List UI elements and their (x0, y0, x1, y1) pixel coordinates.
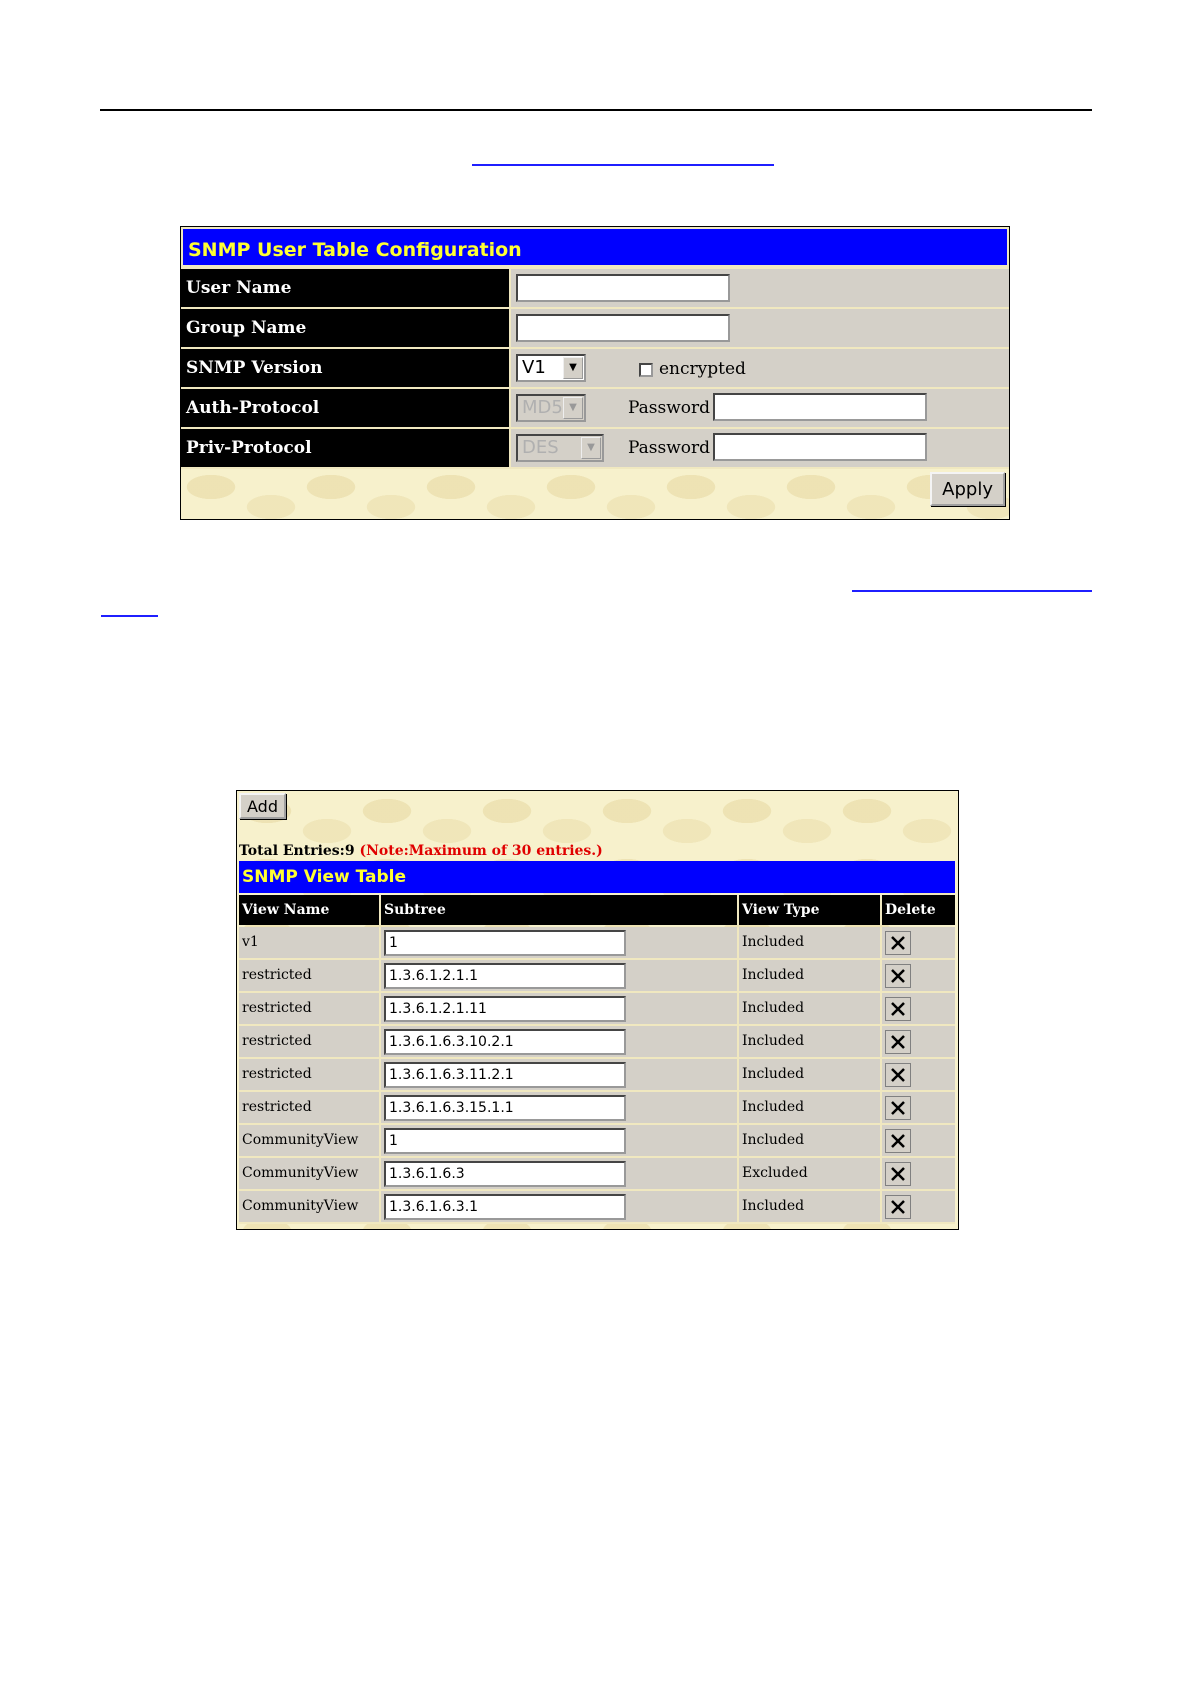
close-icon (890, 1199, 906, 1215)
table-header (239, 895, 955, 925)
view-table-title: SNMP View Table (239, 861, 955, 893)
chevron-down-icon[interactable]: ▼ (581, 437, 601, 459)
subtree-cell (381, 927, 739, 960)
delete-button[interactable] (885, 1030, 911, 1054)
subtree-input[interactable]: 1 (384, 930, 626, 956)
view-type-cell: Included (739, 1026, 882, 1059)
header-view-name: View Name (239, 895, 381, 925)
subtree-input[interactable]: 1.3.6.1.6.3.11.2.1 (384, 1062, 626, 1088)
snmp-version-value: V1 (522, 357, 546, 378)
delete-cell (882, 1158, 955, 1191)
group-name-input[interactable] (516, 314, 730, 342)
subtree-input[interactable]: 1.3.6.1.6.3.1 (384, 1194, 626, 1220)
table-row (239, 1191, 955, 1224)
chevron-down-icon[interactable]: ▼ (563, 397, 583, 419)
auth-password-label: Password (628, 398, 711, 418)
priv-password-input[interactable] (713, 433, 927, 461)
close-icon (890, 1034, 906, 1050)
table-row (239, 993, 955, 1026)
delete-cell (882, 1092, 955, 1125)
subtree-cell (381, 1059, 739, 1092)
view-type-cell: Included (739, 993, 882, 1026)
delete-button[interactable] (885, 1096, 911, 1120)
delete-button[interactable] (885, 1195, 911, 1219)
auth-protocol-select[interactable] (516, 394, 586, 422)
subtree-cell (381, 1026, 739, 1059)
encrypted-checkbox[interactable] (639, 363, 653, 377)
document-link-underline[interactable] (852, 590, 1092, 592)
priv-protocol-label: Priv-Protocol (181, 429, 511, 467)
snmp-version-cell (511, 349, 1009, 387)
auth-password-input[interactable] (713, 393, 927, 421)
view-name-cell: CommunityView (239, 1191, 381, 1224)
user-name-input[interactable] (516, 274, 730, 302)
close-icon (890, 1001, 906, 1017)
max-entries-note: (Note:Maximum of 30 entries.) (359, 843, 603, 859)
header-subtree: Subtree (381, 895, 739, 925)
page-top-rule (100, 109, 1092, 111)
view-type-cell: Excluded (739, 1158, 882, 1191)
apply-row (181, 467, 1009, 511)
delete-cell (882, 927, 955, 960)
subtree-input[interactable]: 1.3.6.1.2.1.1 (384, 963, 626, 989)
snmp-view-table-panel (236, 790, 959, 1230)
snmp-user-table-config-panel (180, 226, 1010, 520)
user-name-label: User Name (181, 269, 511, 307)
view-name-cell: v1 (239, 927, 381, 960)
close-icon (890, 968, 906, 984)
subtree-input[interactable]: 1.3.6.1.6.3.15.1.1 (384, 1095, 626, 1121)
auth-protocol-cell (511, 389, 1009, 427)
chevron-down-icon[interactable]: ▼ (563, 357, 583, 379)
user-name-cell (511, 269, 1009, 307)
delete-cell (882, 993, 955, 1026)
view-type-cell: Included (739, 1059, 882, 1092)
subtree-input[interactable]: 1.3.6.1.2.1.11 (384, 996, 626, 1022)
table-row (239, 1092, 955, 1125)
subtree-cell (381, 1125, 739, 1158)
subtree-cell (381, 960, 739, 993)
close-icon (890, 1067, 906, 1083)
add-button[interactable]: Add (239, 793, 286, 819)
delete-button[interactable] (885, 964, 911, 988)
table-row (239, 927, 955, 960)
delete-button[interactable] (885, 1129, 911, 1153)
priv-protocol-value: DES (522, 437, 559, 458)
priv-protocol-select[interactable] (516, 434, 604, 462)
view-name-cell: restricted (239, 993, 381, 1026)
subtree-input[interactable]: 1.3.6.1.6.3 (384, 1161, 626, 1187)
delete-cell (882, 1191, 955, 1224)
view-name-cell: restricted (239, 1059, 381, 1092)
table-row (239, 1059, 955, 1092)
view-type-cell: Included (739, 927, 882, 960)
snmp-version-row (181, 347, 1009, 387)
apply-button[interactable]: Apply (930, 472, 1005, 506)
view-name-cell: CommunityView (239, 1125, 381, 1158)
encrypted-option (639, 359, 746, 379)
delete-button[interactable] (885, 931, 911, 955)
view-type-cell: Included (739, 1092, 882, 1125)
view-name-cell: restricted (239, 960, 381, 993)
delete-cell (882, 1026, 955, 1059)
group-name-row (181, 307, 1009, 347)
view-name-cell: restricted (239, 1026, 381, 1059)
snmp-version-label: SNMP Version (181, 349, 511, 387)
document-link-underline[interactable] (472, 164, 774, 166)
group-name-label: Group Name (181, 309, 511, 347)
subtree-input[interactable]: 1 (384, 1128, 626, 1154)
delete-button[interactable] (885, 1063, 911, 1087)
priv-protocol-row (181, 427, 1009, 467)
subtree-cell (381, 1191, 739, 1224)
total-entries-text: Total Entries:9 (239, 843, 355, 859)
view-type-cell: Included (739, 1191, 882, 1224)
auth-protocol-value: MD5 (522, 397, 563, 418)
user-name-row (181, 267, 1009, 307)
subtree-input[interactable]: 1.3.6.1.6.3.10.2.1 (384, 1029, 626, 1055)
delete-cell (882, 1059, 955, 1092)
view-name-cell: CommunityView (239, 1158, 381, 1191)
delete-button[interactable] (885, 997, 911, 1021)
subtree-cell (381, 1092, 739, 1125)
subtree-cell (381, 1158, 739, 1191)
group-name-cell (511, 309, 1009, 347)
auth-protocol-label: Auth-Protocol (181, 389, 511, 427)
panel-title: SNMP User Table Configuration (181, 227, 1009, 267)
close-icon (890, 1133, 906, 1149)
encrypted-label: encrypted (659, 359, 746, 379)
subtree-cell (381, 993, 739, 1026)
view-type-cell: Included (739, 960, 882, 993)
total-entries (239, 843, 603, 859)
delete-button[interactable] (885, 1162, 911, 1186)
document-link-underline[interactable] (101, 615, 158, 617)
delete-cell (882, 1125, 955, 1158)
auth-protocol-row (181, 387, 1009, 427)
close-icon (890, 1166, 906, 1182)
table-row (239, 1026, 955, 1059)
view-name-cell: restricted (239, 1092, 381, 1125)
table-row (239, 1158, 955, 1191)
snmp-version-select[interactable] (516, 354, 586, 382)
table-row (239, 1125, 955, 1158)
header-view-type: View Type (739, 895, 882, 925)
header-delete: Delete (882, 895, 955, 925)
delete-cell (882, 960, 955, 993)
priv-protocol-cell (511, 429, 1009, 467)
table-row (239, 960, 955, 993)
priv-password-label: Password (628, 438, 711, 458)
close-icon (890, 1100, 906, 1116)
close-icon (890, 935, 906, 951)
view-type-cell: Included (739, 1125, 882, 1158)
